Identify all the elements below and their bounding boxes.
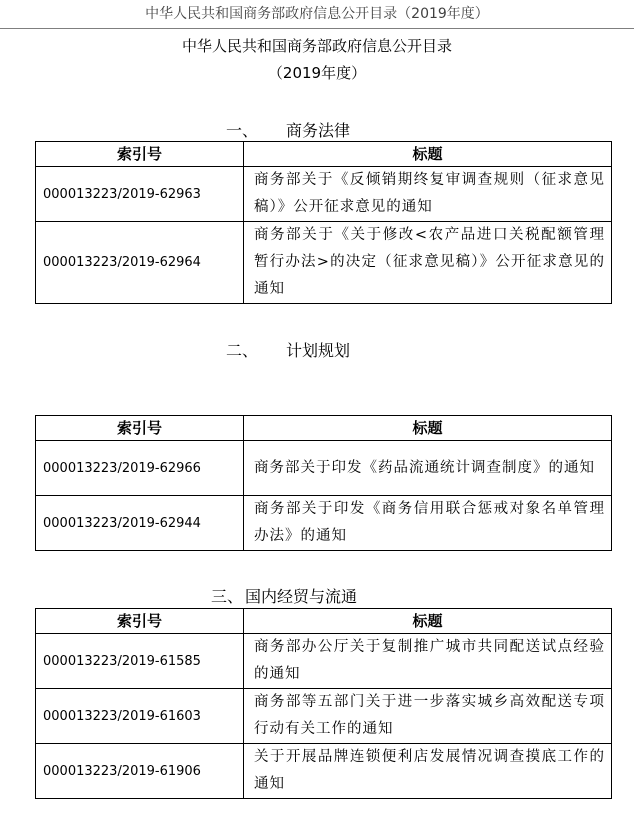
running-header: 中华人民共和国商务部政府信息公开目录（2019年度） [0, 0, 634, 29]
table-row [36, 441, 612, 496]
title-cell: 商务部等五部门关于进一步落实城乡高效配送专项行动有关工作的通知 [244, 689, 612, 744]
section-name: 国内经贸与流通 [245, 587, 358, 606]
table-header-row [36, 609, 612, 634]
index-cell: 000013223/2019-62964 [36, 222, 244, 304]
table-row [36, 689, 612, 744]
index-cell: 000013223/2019-62944 [36, 496, 244, 551]
section-number: 一、 [226, 121, 259, 140]
catalog-table-1 [35, 141, 612, 304]
table-row [36, 496, 612, 551]
column-header-title: 标题 [244, 142, 612, 167]
index-cell: 000013223/2019-62963 [36, 167, 244, 222]
title-cell: 商务部办公厅关于复制推广城市共同配送试点经验的通知 [244, 634, 612, 689]
index-cell: 000013223/2019-61585 [36, 634, 244, 689]
index-cell: 000013223/2019-61603 [36, 689, 244, 744]
column-header-index: 索引号 [36, 142, 244, 167]
title-cell: 商务部关于印发《药品流通统计调查制度》的通知 [244, 441, 612, 496]
section-heading-1 [226, 118, 350, 141]
table-row [36, 222, 612, 304]
section-number: 三、 [211, 587, 244, 606]
index-cell: 000013223/2019-62966 [36, 441, 244, 496]
column-header-title: 标题 [244, 416, 612, 441]
table-header-row [36, 416, 612, 441]
catalog-table-3 [35, 608, 612, 799]
section-heading-2 [226, 338, 350, 361]
index-cell: 000013223/2019-61906 [36, 744, 244, 799]
document-title: 中华人民共和国商务部政府信息公开目录 [181, 37, 452, 55]
document-subtitle-year: （2019年度） [267, 64, 367, 82]
table-row [36, 167, 612, 222]
section-heading-3 [211, 584, 357, 607]
section-number: 二、 [226, 341, 259, 360]
title-cell: 商务部关于印发《商务信用联合惩戒对象名单管理办法》的通知 [244, 496, 612, 551]
title-cell: 关于开展品牌连锁便利店发展情况调查摸底工作的通知 [244, 744, 612, 799]
section-name: 计划规划 [286, 341, 351, 360]
title-cell: 商务部关于《关于修改<农产品进口关税配额管理暂行办法>的决定（征求意见稿）》公开征求意见的通知 [244, 222, 612, 304]
title-cell: 商务部关于《反倾销期终复审调查规则（征求意见稿）》公开征求意见的通知 [244, 167, 612, 222]
table-header-row [36, 142, 612, 167]
catalog-table-2 [35, 415, 612, 551]
table-row [36, 744, 612, 799]
column-header-index: 索引号 [36, 416, 244, 441]
column-header-title: 标题 [244, 609, 612, 634]
column-header-index: 索引号 [36, 609, 244, 634]
section-name: 商务法律 [286, 121, 351, 140]
table-row [36, 634, 612, 689]
